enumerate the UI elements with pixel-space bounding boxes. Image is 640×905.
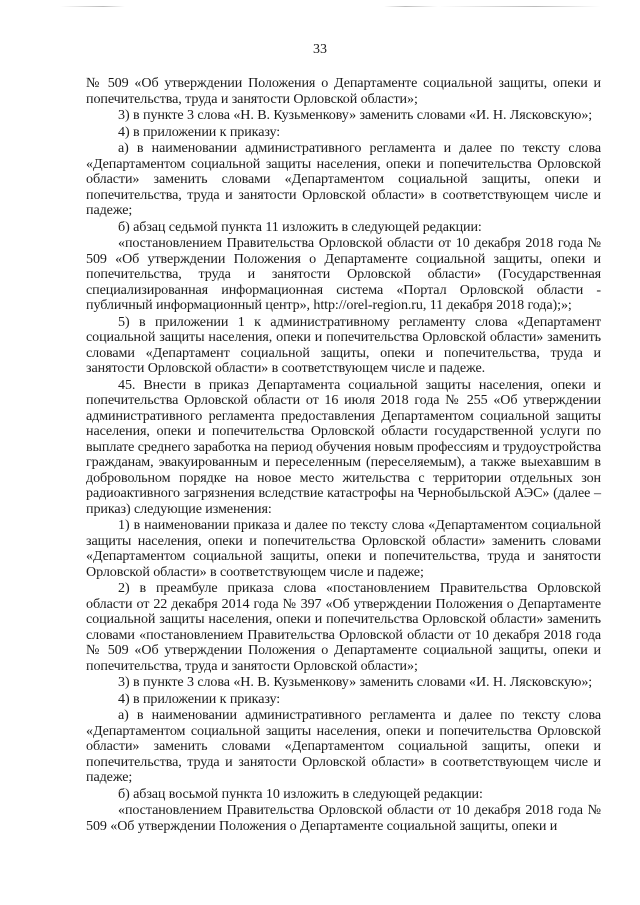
paragraph: 1) в наименовании приказа и далее по тексту слова «Департаментом социальной защиты населения, опеки и попечительства Орловской области» заменить словами «Департаментом социальной защиты, опеки и попечительства, труда и занятости Орловской области» в соответствующем числе и падеже; xyxy=(86,517,601,580)
scan-artifact-line xyxy=(60,6,600,7)
paragraph: 3) в пункте 3 слова «Н. В. Кузьменкову» заменить словами «И. Н. Лясковскую»; xyxy=(118,107,593,123)
paragraph: 4) в приложении к приказу: xyxy=(118,123,281,140)
page-number: 33 xyxy=(313,42,327,57)
paragraph: № 509 «Об утверждении Положения о Департаменте социальной защиты, опеки и попечительства, труда и занятости Орловской области»; xyxy=(86,75,601,107)
paragraph: б) абзац восьмой пункта 10 изложить в следующей редакции: xyxy=(118,785,483,802)
paragraph: «постановлением Правительства Орловской области от 10 декабря 2018 года № 509 «Об утверждении Положения о Департаменте социальной защиты, опеки и попечительства, труда и занятости Орловской области» (Государственная специализированная информационная система «Портал Орловской области - публичный информационный центр», http://orel-region.ru, 11 декабря 2018 года);»; xyxy=(86,235,601,313)
paragraph: 2) в преамбуле приказа слова «постановлением Правительства Орловской области от 22 декабря 2014 года № 397 «Об утверждении Положения о Департаменте социальной защиты населения, опеки и попечительства Орловской области» заменить словами «постановлением Правительства Орловской области от 10 декабря 2018 года № 509 «Об утверждении Положения о Департаменте социальной защиты, опеки и попечительства, труда и занятости Орловской области»; xyxy=(86,580,601,674)
paragraph: б) абзац седьмой пункта 11 изложить в следующей редакции: xyxy=(118,218,482,235)
document-body xyxy=(86,76,601,835)
paragraph: 3) в пункте 3 слова «Н. В. Кузьменкову» заменить словами «И. Н. Лясковскую»; xyxy=(118,674,593,690)
paragraph: 45. Внести в приказ Департамента социальной защиты населения, опеки и попечительства Орловской области от 16 июля 2018 года № 255 «Об утверждении административного регламента предоставления Департаментом социальной защиты населения, опеки и попечительства Орловской области государственной услуги по выплате среднего заработка на период обучения новым профессиям и трудоустройства гражданам, эвакуированным и переселенным (переселяемым), а также выехавшим в добровольном порядке на новое место жительства с территории отдельных зон радиоактивного загрязнения вследствие катастрофы на Чернобыльской АЭС» (далее – приказ) следующие изменения: xyxy=(86,376,601,517)
paragraph: «постановлением Правительства Орловской области от 10 декабря 2018 года № 509 «Об утверждении Положения о Департаменте социальной защиты, опеки и xyxy=(86,802,601,834)
paragraph: а) в наименовании административного регламента и далее по тексту слова «Департаментом социальной защиты населения, опеки и попечительства Орловской области» заменить словами «Департаментом социальной защиты, опеки и попечительства, труда и занятости Орловской области» в соответствующем числе и падеже; xyxy=(86,140,601,218)
paragraph: а) в наименовании административного регламента и далее по тексту слова «Департаментом социальной защиты населения, опеки и попечительства Орловской области» заменить словами «Департаментом социальной защиты, опеки и попечительства, труда и занятости Орловской области» в соответствующем числе и падеже; xyxy=(86,707,601,785)
paragraph: 4) в приложении к приказу: xyxy=(118,690,281,707)
paragraph: 5) в приложении 1 к административному регламенту слова «Департамент социальной защиты населения, опеки и попечительства Орловской области» заменить словами «Департамент социальной защиты, опеки и попечительства, труда и занятости Орловской области» в соответствующем числе и падеже. xyxy=(86,313,601,376)
